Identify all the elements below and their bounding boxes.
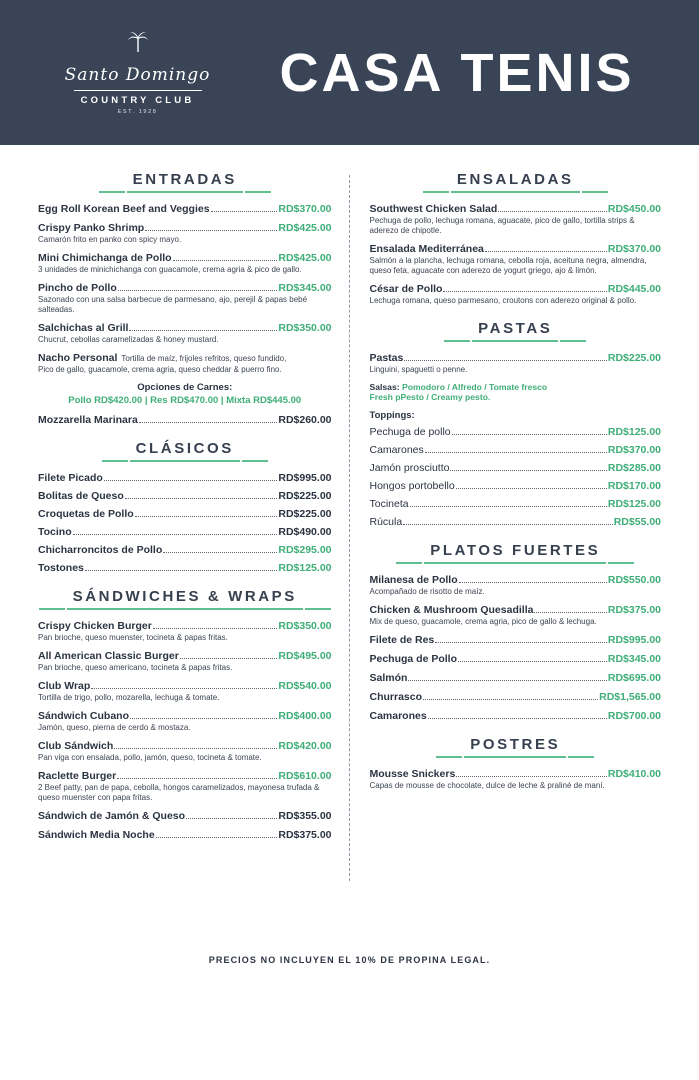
leader-dots — [452, 434, 607, 435]
item-description: Sazonado con una salsa barbecue de parmesano, ajo, perejil & papas bebé salteadas. — [38, 295, 308, 314]
item-price: RD$495.00 — [278, 650, 332, 662]
logo-divider — [74, 90, 202, 91]
item-name: All American Classic Burger — [38, 650, 179, 662]
item-description: Pan brioche, queso americano, tocineta & papas fritas. — [38, 663, 233, 672]
item-price: RD$350.00 — [278, 322, 332, 334]
leader-dots — [425, 452, 607, 453]
item-price: RD$370.00 — [278, 203, 332, 215]
leader-dots — [173, 260, 278, 261]
item-description: Salmón a la plancha, lechuga romana, cebolla roja, aceituna negra, almendra, queso feta, aguacate con aderezo de yogurt griego, ajo & limón. — [369, 256, 647, 275]
page-header — [0, 0, 699, 145]
menu-item — [370, 691, 662, 703]
leader-dots — [139, 422, 278, 423]
item-price: RD$400.00 — [278, 710, 332, 722]
item-name: Filete Picado — [38, 472, 103, 484]
item-price: RD$425.00 — [278, 252, 332, 264]
sauces-line-1: Pomodoro / Alfredo / Tomate fresco — [402, 382, 548, 392]
leader-dots — [458, 661, 607, 662]
item-name: César de Pollo — [369, 283, 443, 295]
section-title-platos-fuertes: PLATOS FUERTES — [424, 542, 606, 564]
leader-dots — [450, 470, 606, 471]
menu-item — [38, 740, 332, 763]
menu-item — [38, 829, 332, 841]
item-name: Camarones — [369, 444, 424, 456]
item-name: Pastas — [369, 352, 404, 364]
section-heading — [38, 588, 332, 610]
item-name: Egg Roll Korean Beef and Veggies — [38, 203, 210, 215]
menu-row — [370, 516, 662, 528]
item-price: RD$285.00 — [607, 462, 661, 474]
column-divider — [349, 175, 350, 881]
menu-body — [0, 145, 699, 855]
leader-dots — [91, 688, 277, 689]
leader-dots — [135, 516, 278, 517]
item-price: RD$995.00 — [278, 472, 332, 484]
menu-item — [38, 770, 332, 803]
section-heading — [370, 736, 662, 758]
item-price: RD$295.00 — [278, 544, 332, 556]
sauces-label: Salsas: — [369, 382, 400, 392]
leader-dots — [456, 776, 607, 777]
menu-item — [38, 222, 332, 245]
menu-item — [38, 620, 332, 643]
section-ensaladas — [370, 171, 662, 306]
leader-dots — [459, 582, 607, 583]
leader-dots — [85, 570, 277, 571]
item-name: Ensalada Mediterránea — [369, 243, 484, 255]
item-price: RD$370.00 — [607, 444, 661, 456]
item-price: RD$1,565.00 — [599, 691, 661, 703]
menu-row — [38, 508, 332, 520]
item-name: Chicken & Mushroom Quesadilla — [369, 604, 534, 616]
leader-dots — [423, 699, 598, 700]
menu-row — [38, 562, 332, 574]
item-price: RD$410.00 — [607, 768, 661, 780]
menu-item — [38, 203, 332, 215]
menu-item — [370, 604, 662, 627]
item-name: Raclette Burger — [38, 770, 117, 782]
menu-item — [370, 352, 662, 375]
item-name: Mozzarella Marinara — [38, 414, 138, 426]
logo-script-text: Santo Domingo — [64, 65, 211, 85]
item-description: Camarón frito en panko con spicy mayo. — [38, 235, 182, 244]
item-name: Hongos portobello — [369, 480, 455, 492]
item-description: Capas de mousse de chocolate, dulce de leche & praliné de maní. — [369, 781, 605, 790]
item-price: RD$445.00 — [607, 283, 661, 295]
menu-item — [38, 650, 332, 673]
item-name: Sándwich Media Noche — [38, 829, 155, 841]
meat-options-title: Opciones de Carnes: — [137, 382, 233, 393]
item-name: Crispy Chicken Burger — [38, 620, 152, 632]
menu-row — [370, 426, 662, 438]
menu-item — [370, 672, 662, 684]
item-price: RD$260.00 — [278, 414, 332, 426]
item-price: RD$425.00 — [278, 222, 332, 234]
menu-item — [370, 283, 662, 306]
leader-dots — [104, 480, 278, 481]
menu-row — [370, 444, 662, 456]
bottom-spacer — [0, 1036, 699, 1080]
item-inline-description: Tortilla de maíz, frijoles refritos, queso fundido, — [121, 354, 287, 363]
item-price: RD$125.00 — [278, 562, 332, 574]
sauces-line-2: Fresh pPesto / Creamy pesto. — [369, 392, 491, 402]
leader-dots — [410, 506, 607, 507]
footer-note: PRECIOS NO INCLUYEN EL 10% DE PROPINA LEGAL. — [208, 955, 491, 965]
item-description: Tortilla de trigo, pollo, mozarella, lechuga & tomate. — [38, 693, 220, 702]
item-name: Pechuga de pollo — [369, 426, 451, 438]
item-price: RD$55.00 — [613, 516, 661, 528]
meat-options — [38, 382, 332, 406]
leader-dots — [435, 642, 607, 643]
leader-dots — [180, 658, 278, 659]
menu-item — [38, 710, 332, 733]
leader-dots — [156, 837, 278, 838]
right-column — [350, 171, 674, 855]
leader-dots — [498, 211, 607, 212]
menu-row — [370, 462, 662, 474]
item-price: RD$695.00 — [607, 672, 661, 684]
item-name: Mousse Snickers — [369, 768, 456, 780]
menu-row — [38, 526, 332, 538]
item-price: RD$125.00 — [607, 498, 661, 510]
logo-established: EST. 1928 — [117, 109, 158, 115]
item-price: RD$450.00 — [607, 203, 661, 215]
leader-dots — [130, 718, 277, 719]
item-name: Pechuga de Pollo — [369, 653, 458, 665]
item-name: Jamón prosciutto — [369, 462, 450, 474]
menu-item — [38, 810, 332, 822]
section-title-postres: POSTRES — [464, 736, 566, 758]
leader-dots — [404, 360, 607, 361]
menu-item — [38, 414, 332, 426]
item-price: RD$355.00 — [278, 810, 332, 822]
leader-dots — [73, 534, 278, 535]
menu-row — [38, 544, 332, 556]
menu-row — [370, 498, 662, 510]
leader-dots — [186, 818, 277, 819]
menu-row — [38, 490, 332, 502]
section-entradas — [38, 171, 332, 426]
menu-item — [370, 574, 662, 597]
section-title-entradas: ENTRADAS — [127, 171, 243, 193]
item-price: RD$225.00 — [607, 352, 661, 364]
leader-dots — [153, 628, 278, 629]
item-price: RD$225.00 — [278, 490, 332, 502]
item-name: Club Sándwich — [38, 740, 114, 752]
item-name: Milanesa de Pollo — [369, 574, 458, 586]
item-name: Chicharroncitos de Pollo — [38, 544, 163, 556]
item-description: Pan viga con ensalada, pollo, jamón, queso, tocineta & tomate. — [38, 753, 262, 762]
menu-item — [38, 252, 332, 275]
leader-dots — [114, 748, 277, 749]
menu-item — [38, 322, 332, 345]
section-postres — [370, 736, 662, 791]
item-name: Southwest Chicken Salad — [369, 203, 498, 215]
item-name: Mini Chimichanga de Pollo — [38, 252, 172, 264]
item-name: Camarones — [369, 710, 427, 722]
leader-dots — [428, 718, 607, 719]
item-price: RD$375.00 — [607, 604, 661, 616]
toppings-label: Toppings: — [369, 410, 415, 421]
item-price: RD$540.00 — [278, 680, 332, 692]
item-name: Rúcula — [369, 516, 403, 528]
menu-item — [370, 634, 662, 646]
item-description: Mix de queso, guacamole, crema agria, pico de gallo & lechuga. — [369, 617, 597, 626]
leader-dots — [129, 330, 277, 331]
item-description: Linguini, spaguetti o penne. — [369, 365, 468, 374]
menu-row — [370, 480, 662, 492]
meat-options-values: Pollo RD$420.00 | Res RD$470.00 | Mixta RD$445.00 — [68, 395, 302, 406]
item-name: Crispy Panko Shrimp — [38, 222, 145, 234]
item-price: RD$345.00 — [278, 282, 332, 294]
item-description: Pan brioche, queso muenster, tocineta & papas fritas. — [38, 633, 228, 642]
section-title-clasicos: CLÁSICOS — [130, 440, 240, 462]
section-pastas — [370, 320, 662, 528]
left-column — [26, 171, 350, 855]
item-name: Croquetas de Pollo — [38, 508, 134, 520]
section-title-pastas: PASTAS — [472, 320, 558, 342]
item-price: RD$125.00 — [607, 426, 661, 438]
section-platos-fuertes — [370, 542, 662, 722]
section-heading — [370, 171, 662, 193]
item-name: Sándwich Cubano — [38, 710, 130, 722]
item-price: RD$610.00 — [278, 770, 332, 782]
section-heading — [370, 542, 662, 564]
page-title: CASA TENIS — [279, 42, 635, 103]
section-heading — [38, 440, 332, 462]
section-clasicos — [38, 440, 332, 574]
item-price: RD$995.00 — [607, 634, 661, 646]
logo-subtitle: COUNTRY CLUB — [80, 95, 195, 106]
leader-dots — [456, 488, 607, 489]
leader-dots — [485, 251, 607, 252]
sauces-list — [370, 382, 662, 402]
leader-dots — [443, 291, 606, 292]
leader-dots — [118, 290, 278, 291]
item-description: 2 Beef patty, pan de papa, cebolla, hongos caramelizados, mayonesa trufada & queso muenster con papa fritas. — [38, 783, 320, 802]
item-price: RD$550.00 — [607, 574, 661, 586]
palm-tree-icon — [125, 30, 151, 61]
menu-item — [38, 352, 332, 375]
item-description: Chucrut, cebollas caramelizadas & honey mustard. — [38, 335, 219, 344]
leader-dots — [125, 498, 278, 499]
item-price: RD$350.00 — [278, 620, 332, 632]
section-sandwiches — [38, 588, 332, 841]
item-description: Acompañado de risotto de maíz. — [369, 587, 485, 596]
item-name: Tostones — [38, 562, 84, 574]
item-price: RD$370.00 — [607, 243, 661, 255]
menu-item — [370, 653, 662, 665]
item-name: Sándwich de Jamón & Queso — [38, 810, 186, 822]
item-name: Club Wrap — [38, 680, 91, 692]
item-name: Pincho de Pollo — [38, 282, 117, 294]
item-name: Filete de Res — [369, 634, 435, 646]
item-description: Pechuga de pollo, lechuga romana, aguacate, pico de gallo, tortilla strips & aderezo de chipotle. — [369, 216, 635, 235]
menu-item — [370, 243, 662, 276]
section-title-ensaladas: ENSALADAS — [451, 171, 580, 193]
item-name: Nacho Personal — [38, 352, 118, 364]
club-logo — [30, 30, 245, 115]
item-name: Salchichas al Grill — [38, 322, 129, 334]
leader-dots — [403, 524, 613, 525]
leader-dots — [117, 778, 277, 779]
menu-item — [370, 768, 662, 791]
menu-item — [38, 680, 332, 703]
menu-item — [370, 710, 662, 722]
item-price: RD$225.00 — [278, 508, 332, 520]
item-name: Churrasco — [369, 691, 423, 703]
leader-dots — [145, 230, 277, 231]
leader-dots — [408, 680, 606, 681]
item-name: Tocineta — [369, 498, 409, 510]
section-title-sandwiches: SÁNDWICHES & WRAPS — [67, 588, 303, 610]
item-price: RD$420.00 — [278, 740, 332, 752]
item-name: Tocino — [38, 526, 72, 538]
item-price: RD$490.00 — [278, 526, 332, 538]
item-price: RD$375.00 — [278, 829, 332, 841]
item-price: RD$170.00 — [607, 480, 661, 492]
menu-row — [38, 472, 332, 484]
item-description: 3 unidades de minichichanga con guacamole, crema agria & pico de gallo. — [38, 265, 302, 274]
section-heading — [370, 320, 662, 342]
menu-item — [370, 203, 662, 236]
item-name: Bolitas de Queso — [38, 490, 124, 502]
menu-item — [38, 282, 332, 315]
item-name: Salmón — [369, 672, 408, 684]
leader-dots — [211, 211, 278, 212]
item-description: Pico de gallo, guacamole, crema agria, queso cheddar & puerro fino. — [38, 365, 282, 374]
item-description: Jamón, queso, pierna de cerdo & mostaza. — [38, 723, 191, 732]
item-description: Lechuga romana, queso parmesano, croutons con aderezo original & pollo. — [369, 296, 637, 305]
item-price: RD$345.00 — [607, 653, 661, 665]
item-price: RD$700.00 — [607, 710, 661, 722]
leader-dots — [534, 612, 606, 613]
section-heading — [38, 171, 332, 193]
leader-dots — [163, 552, 277, 553]
